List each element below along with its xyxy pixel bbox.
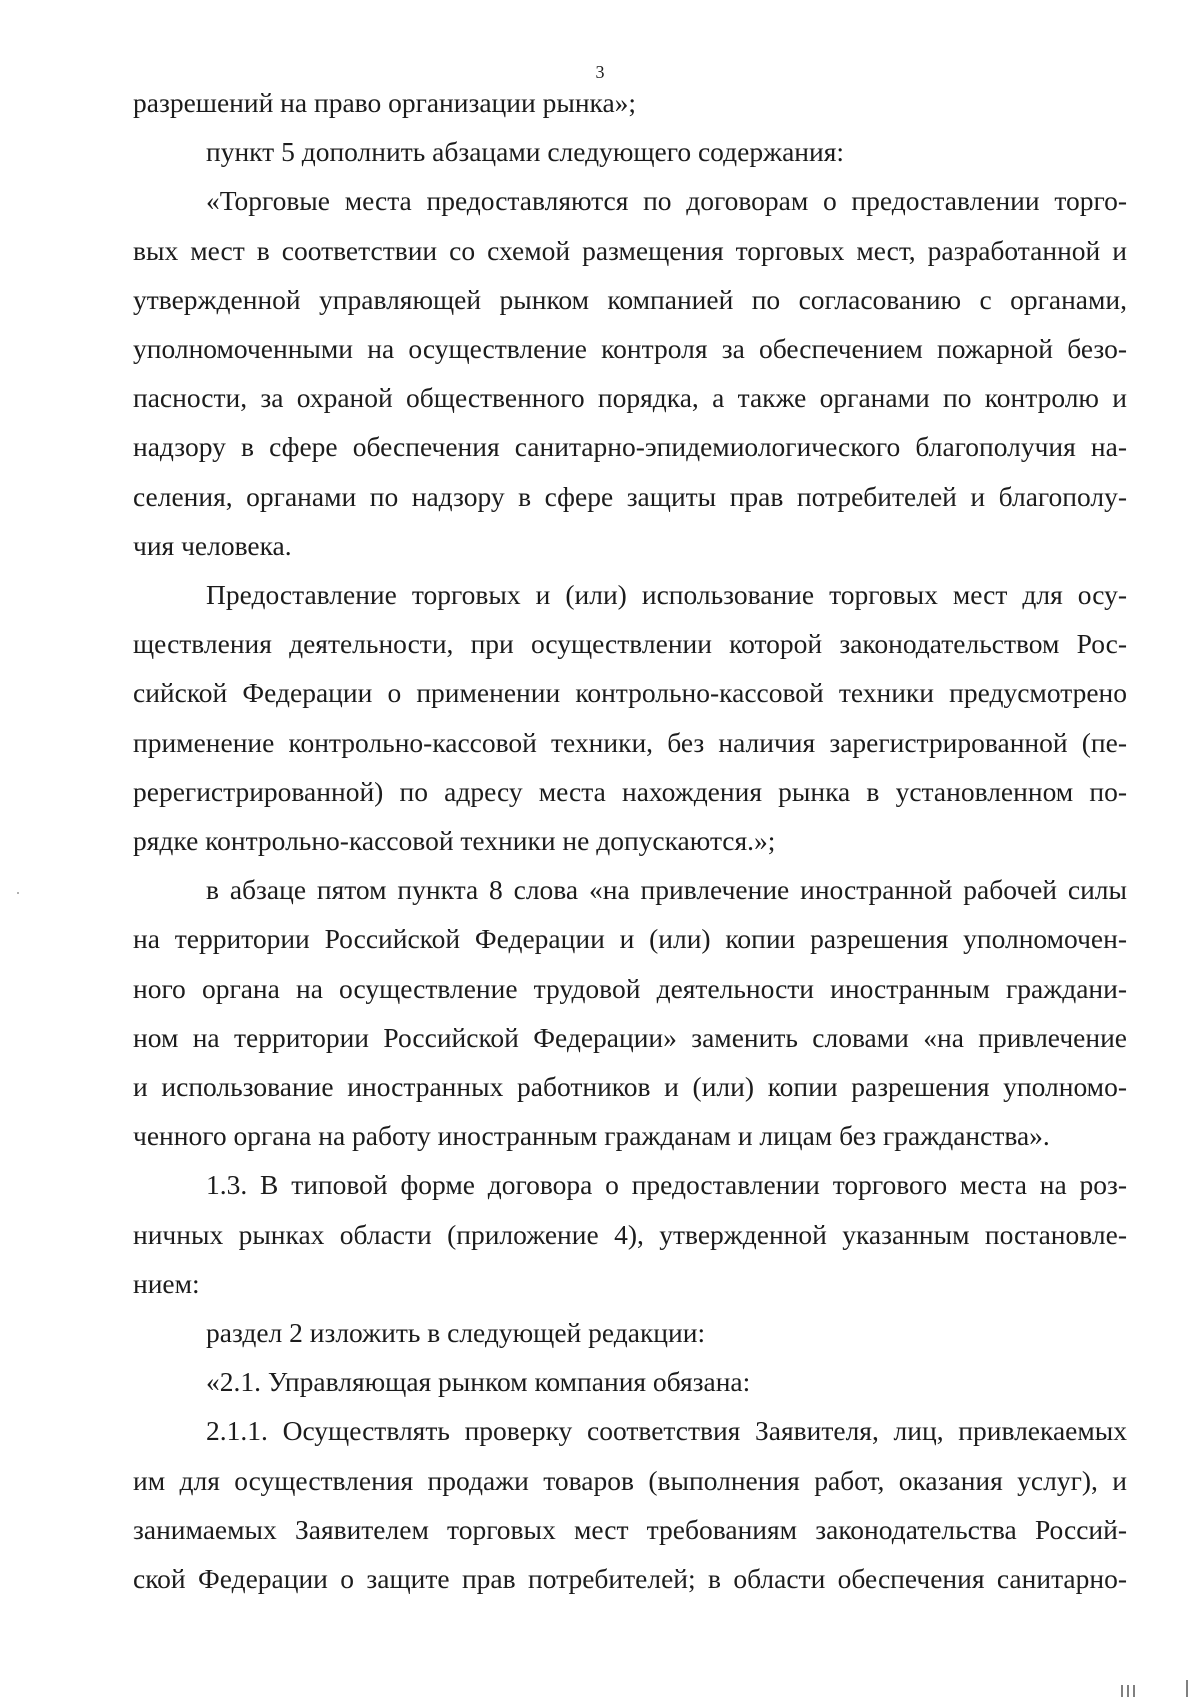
text-line: Предоставление торговых и (или) использование торговых мест для осу- — [206, 579, 1127, 611]
text-line: и использование иностранных работников и (или) копии разрешения уполномо- — [133, 1071, 1127, 1103]
document-body — [133, 78, 1127, 1603]
text-line: 1.3. В типовой форме договора о предоставлении торгового места на роз- — [206, 1169, 1127, 1201]
text-line: в абзаце пятом пункта 8 слова «на привлечение иностранной рабочей силы — [206, 874, 1127, 906]
text-line: ществления деятельности, при осуществлении которой законодательством Рос- — [133, 628, 1127, 660]
text-line: утвержденной управляющей рынком компанией по согласованию с органами, — [133, 283, 1127, 315]
text-line: чия человека. — [133, 529, 292, 561]
text-line: сийской Федерации о применении контрольно-кассовой техники предусмотрено — [133, 677, 1127, 709]
text-line: ререгистрированной) по адресу места нахождения рынка в установленном по- — [133, 775, 1127, 807]
text-line: ченного органа на работу иностранным гражданам и лицам без гражданства». — [133, 1120, 1050, 1152]
text-line: разрешений на право организации рынка»; — [133, 87, 637, 118]
text-line: рядке контрольно-кассовой техники не допускаются.»; — [133, 825, 776, 857]
text-line: 2.1.1. Осуществлять проверку соответствия Заявителя, лиц, привлекаемых — [206, 1415, 1127, 1447]
text-line: уполномоченными на осуществление контроля за обеспечением пожарной безо- — [133, 333, 1127, 365]
text-line: ской Федерации о защите прав потребителей; в области обеспечения санитарно- — [133, 1563, 1127, 1595]
text-line: селения, органами по надзору в сфере защиты прав потребителей и благополу- — [133, 480, 1127, 512]
text-line: пасности, за охраной общественного порядка, а также органами по контролю и — [133, 382, 1127, 414]
page-number: 3 — [595, 62, 605, 82]
text-line: надзору в сфере обеспечения санитарно-эпидемиологического благополучия на- — [133, 431, 1127, 463]
text-line: раздел 2 изложить в следующей редакции: — [206, 1317, 706, 1349]
text-line: применение контрольно-кассовой техники, без наличия зарегистрированной (пе- — [133, 726, 1127, 758]
text-line: ничных рынках области (приложение 4), утвержденной указанным постановле- — [133, 1218, 1127, 1250]
text-line: нием: — [133, 1267, 200, 1299]
text-line: «2.1. Управляющая рынком компания обязана: — [206, 1366, 751, 1398]
text-line: пункт 5 дополнить абзацами следующего содержания: — [206, 136, 845, 168]
text-line: занимаемых Заявителем торговых мест требованиям законодательства Россий- — [133, 1513, 1127, 1545]
text-line: «Торговые места предоставляются по договорам о предоставлении торго- — [206, 185, 1127, 217]
text-line: на территории Российской Федерации и (или) копии разрешения уполномочен- — [133, 923, 1127, 955]
text-line: им для осуществления продажи товаров (выполнения работ, оказания услуг), и — [133, 1464, 1127, 1496]
text-line: вых мест в соответствии со схемой размещения торговых мест, разработанной и — [133, 234, 1127, 266]
text-line: ном на территории Российской Федерации» заменить словами «на привлечение — [133, 1021, 1127, 1053]
text-line: ного органа на осуществление трудовой деятельности иностранным граждани- — [133, 972, 1127, 1004]
